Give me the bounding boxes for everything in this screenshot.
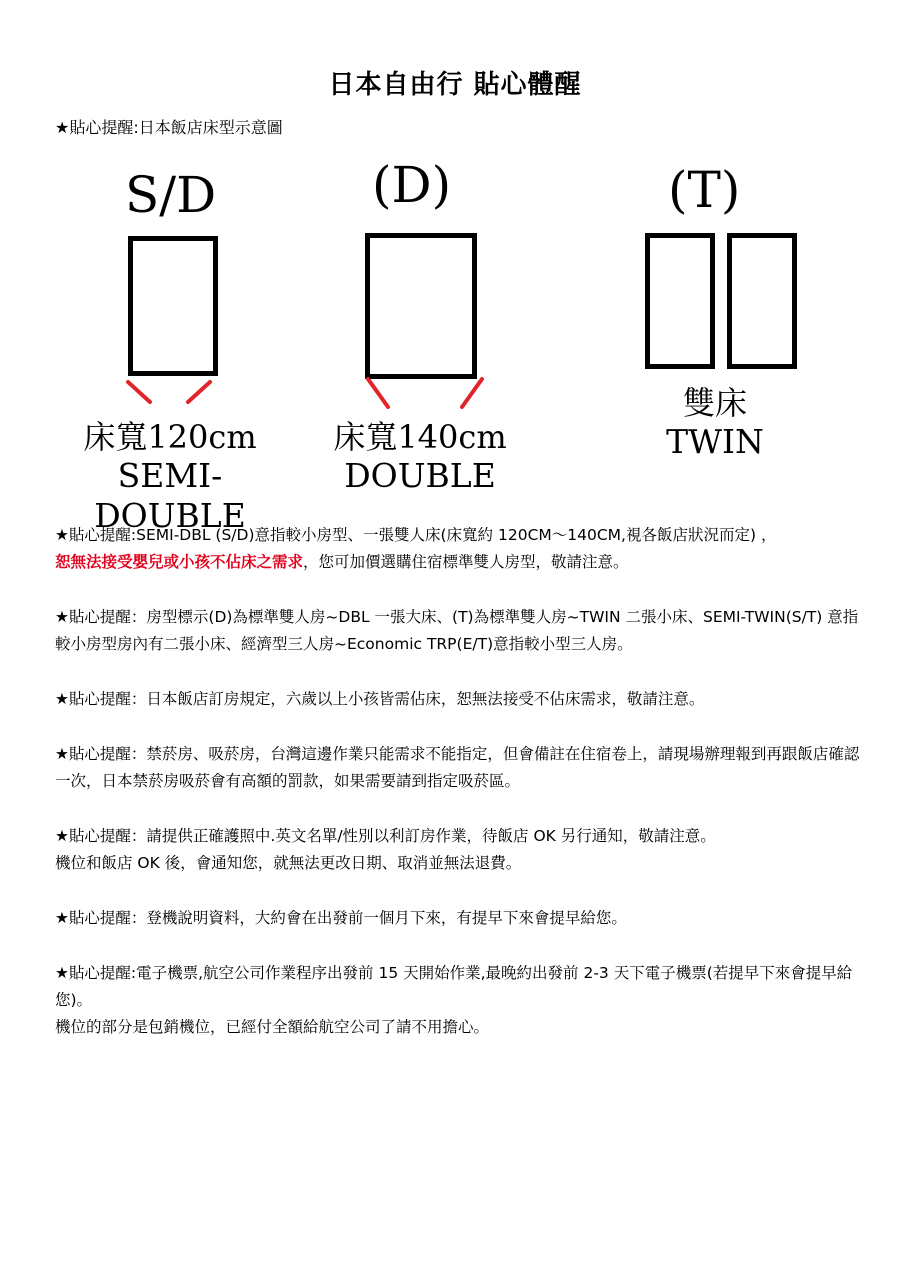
double-width-marker-icon bbox=[360, 375, 490, 415]
semi-double-bed-icon bbox=[128, 236, 218, 376]
double-bed-icon bbox=[365, 233, 477, 379]
note-boarding-info-text: ★貼心提醒：登機說明資料，大約會在出發前一個月下來，有提早下來會提早給您。 bbox=[55, 909, 627, 927]
note-room-types bbox=[55, 604, 865, 658]
twin-bed-right-icon bbox=[727, 233, 797, 369]
note-child-bed-policy bbox=[55, 686, 865, 713]
bed-code-semi-double: S/D bbox=[125, 166, 217, 224]
note-passport-names bbox=[55, 823, 865, 877]
semi-double-type-label: SEMI-DOUBLE bbox=[94, 456, 246, 535]
note-passport-names-line1: ★貼心提醒：請提供正確護照中.英文名單/性別以利訂房作業，待飯店 OK 另行通知，敬請注意。 bbox=[55, 827, 716, 845]
note-semi-double-line2-rest: ，您可加價選購住宿標準雙人房型，敬請注意。 bbox=[303, 553, 629, 571]
warning-text: 恕無法接受嬰兒或小孩不佔床之需求 bbox=[55, 553, 304, 571]
bed-code-double: (D) bbox=[372, 156, 452, 214]
reminder-notes bbox=[55, 522, 865, 1069]
note-smoking-rooms-text: ★貼心提醒：禁菸房、吸菸房，台灣這邊作業只能需求不能指定，但會備註在住宿卷上，請現場辦理報到再跟飯店確認一次，日本禁菸房吸菸會有高額的罰款，如果需要請到指定吸菸區。 bbox=[55, 745, 860, 790]
twin-type-label: TWIN bbox=[666, 422, 764, 462]
semi-double-width-marker-icon bbox=[120, 378, 220, 410]
double-width-label: 床寬140cm bbox=[333, 418, 507, 456]
double-type-label: DOUBLE bbox=[344, 456, 496, 496]
twin-bed-left-icon bbox=[645, 233, 715, 369]
note-e-ticket-line2: 機位的部分是包銷機位，已經付全額給航空公司了請不用擔心。 bbox=[55, 1018, 490, 1036]
page-title: 日本自由行 貼心體醒 bbox=[328, 70, 582, 100]
note-smoking-rooms bbox=[55, 741, 865, 795]
note-child-bed-policy-text: ★貼心提醒：日本飯店訂房規定，六歲以上小孩皆需佔床，恕無法接受不佔床需求，敬請注意。 bbox=[55, 690, 705, 708]
twin-caption bbox=[620, 384, 810, 462]
bed-code-twin: (T) bbox=[668, 161, 741, 219]
note-e-ticket bbox=[55, 960, 865, 1041]
note-boarding-info bbox=[55, 905, 865, 932]
note-semi-double-line1: ★貼心提醒:SEMI-DBL (S/D)意指較小房型、一張雙人床(床寬約 120CM～140CM,視各飯店狀況而定) ， bbox=[55, 526, 777, 544]
note-passport-names-line2: 機位和飯店 OK 後，會通知您，就無法更改日期、取消並無法退費。 bbox=[55, 854, 522, 872]
note-semi-double-line2 bbox=[55, 549, 865, 576]
twin-label-chinese: 雙床 bbox=[682, 384, 747, 422]
note-semi-double bbox=[55, 522, 865, 576]
semi-double-width-label: 床寬120cm bbox=[83, 418, 257, 456]
note-room-types-text: ★貼心提醒：房型標示(D)為標準雙人房~DBL 一張大床、(T)為標準雙人房~TWIN 二張小床、SEMI-TWIN(S/T) 意指較小房型房內有二張小床、經濟型三人房~Economic TRP(E/T)意指較小型三人房。 bbox=[55, 608, 859, 653]
intro-note: ★貼心提醒:日本飯店床型示意圖 bbox=[55, 118, 283, 137]
semi-double-caption bbox=[55, 418, 285, 536]
double-caption bbox=[320, 418, 520, 496]
note-e-ticket-line1: ★貼心提醒:電子機票,航空公司作業程序出發前 15 天開始作業,最晚約出發前 2-3 天下電子機票(若提早下來會提早給您)。 bbox=[55, 964, 853, 1009]
